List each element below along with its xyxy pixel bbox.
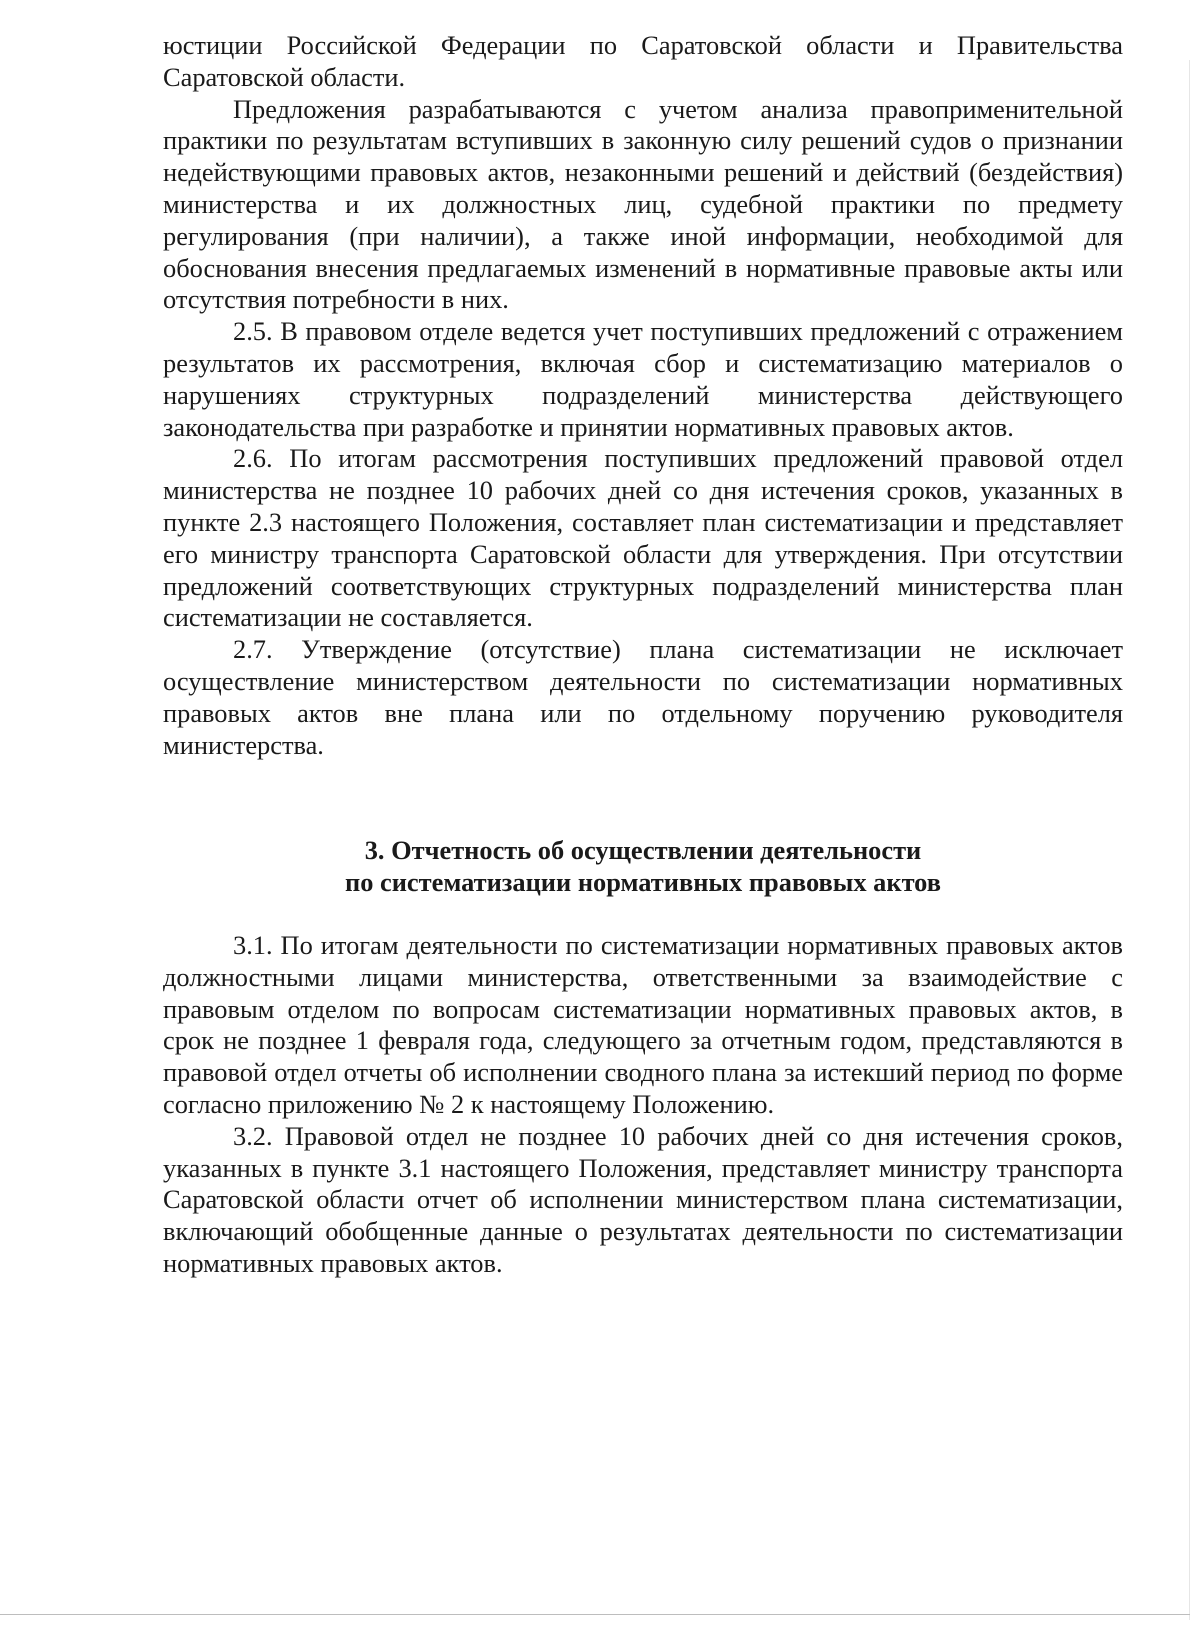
paragraph-2-5: 2.5. В правовом отделе ведется учет поступивших предложений с отражением результатов их рассмотрения, включая сбор и систематизацию материалов о нарушениях структурных подразделений министерства действующего законодательства при разработке и принятии нормативных правовых актов.: [163, 316, 1123, 442]
scan-edge-bottom: [0, 1614, 1190, 1615]
paragraph-2-6: 2.6. По итогам рассмотрения поступивших предложений правовой отдел министерства не позднее 10 рабочих дней со дня истечения сроков, указанных в пункте 2.3 настоящего Положения, составляет план систематизации и представляет его министру транспорта Саратовской области для утверждения. При отсутствии предложений соответствующих структурных подразделений министерства план систематизации не составляется.: [163, 443, 1123, 633]
section-3-body: [163, 930, 1123, 1280]
scan-edge-right: [1189, 60, 1190, 1620]
paragraph-2-7: 2.7. Утверждение (отсутствие) плана систематизации не исключает осуществление министерством деятельности по систематизации нормативных правовых актов вне плана или по отдельному поручению руководителя министерства.: [163, 634, 1123, 760]
section-3-heading-line-1: 3. Отчетность об осуществлении деятельности: [364, 835, 922, 865]
document-body: [163, 30, 1123, 761]
paragraph-continuation: юстиции Российской Федерации по Саратовской области и Правительства Саратовской области.: [163, 30, 1123, 92]
section-3-heading: [163, 834, 1123, 898]
paragraph-proposals: Предложения разрабатываются с учетом анализа правоприменительной практики по результатам вступивших в законную силу решений судов о признании недействующими правовых актов, незаконными решений и действий (бездействия) министерства и их должностных лиц, судебной практики по предмету регулирования (при наличии), а также иной информации, необходимой для обоснования внесения предлагаемых изменений в нормативные правовые акты или отсутствия потребности в них.: [163, 93, 1123, 315]
paragraph-3-2: 3.2. Правовой отдел не позднее 10 рабочих дней со дня истечения сроков, указанных в пункте 3.1 настоящего Положения, представляет министру транспорта Саратовской области отчет об исполнении министерством плана систематизации, включающий обобщенные данные о результатах деятельности по систематизации нормативных правовых актов.: [163, 1120, 1123, 1278]
paragraph-3-1: 3.1. По итогам деятельности по систематизации нормативных правовых актов должностными лицами министерства, ответственными за взаимодействие с правовым отделом по вопросам систематизации нормативных правовых актов, в срок не позднее 1 февраля года, следующего за отчетным годом, представляются в правовой отдел отчеты об исполнении сводного плана за истекший период по форме согласно приложению № 2 к настоящему Положению.: [163, 930, 1123, 1119]
section-3-heading-line-2: по систематизации нормативных правовых актов: [345, 867, 941, 897]
